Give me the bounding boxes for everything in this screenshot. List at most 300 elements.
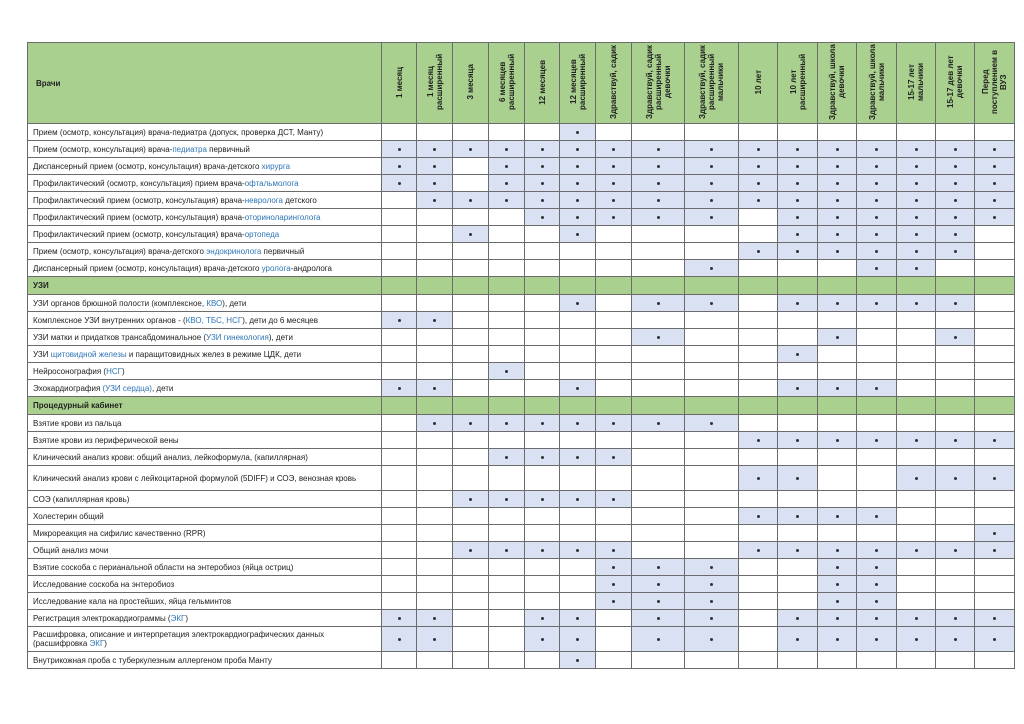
bullet-icon (875, 148, 878, 151)
empty-cell (382, 449, 417, 466)
table-row (28, 559, 1015, 576)
table-row (28, 576, 1015, 593)
bullet-icon (836, 302, 839, 305)
included-cell (632, 175, 685, 192)
bullet-icon (796, 302, 799, 305)
included-cell (632, 141, 685, 158)
table-row (28, 525, 1015, 542)
service-text: Эхокардиография (33, 383, 103, 393)
bullet-icon (398, 165, 401, 168)
empty-cell (453, 610, 489, 627)
empty-cell (417, 432, 453, 449)
included-cell (596, 491, 632, 508)
service-link[interactable]: (УЗИ сердца) (102, 383, 152, 393)
included-cell (632, 610, 685, 627)
empty-cell (975, 363, 1015, 380)
empty-cell (685, 508, 739, 525)
included-cell (382, 141, 417, 158)
column-header (685, 43, 739, 124)
service-link[interactable]: оториноларинголога (244, 212, 321, 222)
bullet-icon (612, 165, 615, 168)
included-cell (778, 346, 818, 363)
bullet-icon (612, 148, 615, 151)
bullet-icon (757, 165, 760, 168)
included-cell (818, 295, 857, 312)
empty-cell (778, 449, 818, 466)
service-text: ) (121, 366, 125, 376)
included-cell (382, 175, 417, 192)
empty-cell (382, 508, 417, 525)
included-cell (778, 192, 818, 209)
table-row (28, 209, 1015, 226)
section-cell (897, 277, 936, 295)
bullet-icon (505, 182, 508, 185)
included-cell (453, 141, 489, 158)
bullet-icon (836, 216, 839, 219)
included-cell (596, 192, 632, 209)
bullet-icon (875, 302, 878, 305)
bullet-icon (541, 165, 544, 168)
empty-cell (489, 576, 525, 593)
service-text: Расшифровка, описание и интерпретация электрокардиографических данных (расшифровка (33, 630, 325, 648)
bullet-icon (875, 583, 878, 586)
included-cell (897, 542, 936, 559)
included-cell (778, 158, 818, 175)
included-cell (818, 192, 857, 209)
service-link[interactable]: невролога (244, 195, 283, 205)
included-cell (857, 559, 897, 576)
bullet-icon (433, 148, 436, 151)
included-cell (778, 466, 818, 491)
included-cell (818, 209, 857, 226)
empty-cell (739, 525, 778, 542)
bullet-icon (875, 216, 878, 219)
bullet-icon (915, 638, 918, 641)
column-header (936, 43, 975, 124)
section-cell (632, 277, 685, 295)
included-cell (525, 449, 560, 466)
empty-cell (975, 243, 1015, 260)
bullet-icon (836, 165, 839, 168)
empty-cell (739, 124, 778, 141)
bullet-icon (576, 131, 579, 134)
included-cell (632, 576, 685, 593)
bullet-icon (993, 638, 996, 641)
included-cell (525, 209, 560, 226)
bullet-icon (505, 165, 508, 168)
table-row (28, 260, 1015, 277)
empty-cell (560, 243, 596, 260)
empty-cell (857, 346, 897, 363)
section-cell (525, 277, 560, 295)
included-cell (857, 192, 897, 209)
included-cell (857, 610, 897, 627)
service-name (28, 209, 382, 226)
empty-cell (525, 432, 560, 449)
service-name (28, 576, 382, 593)
included-cell (525, 175, 560, 192)
bullet-icon (541, 638, 544, 641)
bullet-icon (875, 250, 878, 253)
section-cell (818, 277, 857, 295)
included-cell (685, 415, 739, 432)
bullet-icon (757, 148, 760, 151)
bullet-icon (875, 439, 878, 442)
service-text: Исследование соскоба на энтеробиоз (33, 579, 175, 589)
included-cell (596, 158, 632, 175)
service-text: Нейросонография ( (33, 366, 107, 376)
service-link[interactable]: ЭКГ (89, 639, 105, 648)
empty-cell (596, 627, 632, 652)
service-name (28, 525, 382, 542)
included-cell (417, 192, 453, 209)
included-cell (975, 158, 1015, 175)
included-cell (685, 627, 739, 652)
empty-cell (632, 525, 685, 542)
included-cell (560, 610, 596, 627)
included-cell (685, 192, 739, 209)
table-row (28, 508, 1015, 525)
empty-cell (897, 576, 936, 593)
included-cell (417, 158, 453, 175)
bullet-icon (915, 199, 918, 202)
table-row (28, 466, 1015, 491)
service-name (28, 192, 382, 209)
empty-cell (382, 559, 417, 576)
empty-cell (453, 175, 489, 192)
service-text: Прием (осмотр, консультация) врача-детского (33, 246, 207, 256)
included-cell (818, 380, 857, 397)
empty-cell (975, 491, 1015, 508)
empty-cell (897, 346, 936, 363)
included-cell (818, 432, 857, 449)
bullet-icon (915, 439, 918, 442)
empty-cell (453, 559, 489, 576)
included-cell (596, 141, 632, 158)
included-cell (936, 192, 975, 209)
included-cell (818, 576, 857, 593)
bullet-icon (836, 515, 839, 518)
service-link[interactable]: УЗИ гинекология (206, 332, 269, 342)
empty-cell (778, 652, 818, 669)
empty-cell (453, 432, 489, 449)
service-link[interactable]: педиатра (172, 144, 207, 154)
service-link[interactable]: хирурга (261, 161, 291, 171)
empty-cell (685, 380, 739, 397)
empty-cell (596, 652, 632, 669)
service-link[interactable]: эндокринолога (206, 246, 262, 256)
bullet-icon (710, 617, 713, 620)
empty-cell (417, 466, 453, 491)
bullet-icon (954, 250, 957, 253)
included-cell (857, 260, 897, 277)
bullet-icon (954, 233, 957, 236)
bullet-icon (796, 148, 799, 151)
bullet-icon (993, 216, 996, 219)
empty-cell (975, 576, 1015, 593)
service-text: Взятие крови из пальца (33, 418, 122, 428)
bullet-icon (875, 515, 878, 518)
bullet-icon (954, 216, 957, 219)
included-cell (489, 363, 525, 380)
service-name (28, 363, 382, 380)
service-text: Профилактический прием (осмотр, консультация) врача- (33, 229, 245, 239)
empty-cell (525, 243, 560, 260)
service-name (28, 415, 382, 432)
included-cell (382, 158, 417, 175)
section-cell (489, 397, 525, 415)
bullet-icon (612, 422, 615, 425)
service-text: и паращитовидных желез в режиме ЦДК, дети (126, 349, 302, 359)
service-link[interactable]: щитовидной железы (50, 349, 127, 359)
service-link[interactable]: уролога (261, 263, 291, 273)
bullet-icon (612, 216, 615, 219)
bullet-icon (757, 199, 760, 202)
bullet-icon (993, 549, 996, 552)
empty-cell (382, 260, 417, 277)
empty-cell (739, 226, 778, 243)
bullet-icon (915, 233, 918, 236)
empty-cell (897, 329, 936, 346)
included-cell (897, 175, 936, 192)
bullet-icon (836, 439, 839, 442)
header-doctors-label: Врачи (28, 43, 382, 124)
bullet-icon (612, 498, 615, 501)
bullet-icon (710, 600, 713, 603)
bullet-icon (657, 336, 660, 339)
empty-cell (685, 226, 739, 243)
empty-cell (857, 329, 897, 346)
service-link[interactable]: офтальмолога (244, 178, 299, 188)
service-name (28, 542, 382, 559)
column-header-label: 10 лет расширенный (788, 53, 807, 111)
service-text: Исследование кала на простейших, яйца гельминтов (33, 596, 232, 606)
included-cell (560, 209, 596, 226)
section-cell (489, 277, 525, 295)
included-cell (818, 508, 857, 525)
empty-cell (596, 124, 632, 141)
empty-cell (685, 243, 739, 260)
table-row (28, 363, 1015, 380)
empty-cell (417, 295, 453, 312)
included-cell (525, 158, 560, 175)
empty-cell (857, 652, 897, 669)
included-cell (560, 491, 596, 508)
empty-cell (632, 260, 685, 277)
bullet-icon (796, 353, 799, 356)
empty-cell (857, 312, 897, 329)
empty-cell (489, 295, 525, 312)
service-text: Регистрация электрокардиограммы ( (33, 613, 171, 623)
service-text: Диспансерный прием (осмотр, консультация) врача-детского (33, 161, 262, 171)
empty-cell (525, 525, 560, 542)
bullet-icon (657, 583, 660, 586)
included-cell (818, 542, 857, 559)
bullet-icon (710, 267, 713, 270)
bullet-icon (710, 638, 713, 641)
column-header-label: Перед поступлением в ВУЗ (981, 49, 1008, 115)
empty-cell (382, 652, 417, 669)
bullet-icon (954, 439, 957, 442)
bullet-icon (796, 617, 799, 620)
bullet-icon (757, 182, 760, 185)
section-cell (739, 277, 778, 295)
bullet-icon (576, 216, 579, 219)
included-cell (818, 610, 857, 627)
included-cell (489, 141, 525, 158)
bullet-icon (710, 165, 713, 168)
empty-cell (975, 652, 1015, 669)
bullet-icon (657, 302, 660, 305)
included-cell (632, 329, 685, 346)
empty-cell (453, 380, 489, 397)
column-header-label: 6 месяцев расширенный (497, 53, 516, 111)
bullet-icon (469, 549, 472, 552)
section-cell (857, 397, 897, 415)
included-cell (936, 295, 975, 312)
service-text: Внутрикожная проба с туберкулезным аллергеном проба Манту (33, 655, 272, 665)
empty-cell (382, 243, 417, 260)
empty-cell (525, 652, 560, 669)
bullet-icon (915, 216, 918, 219)
empty-cell (453, 124, 489, 141)
included-cell (818, 141, 857, 158)
bullet-icon (469, 148, 472, 151)
empty-cell (417, 346, 453, 363)
included-cell (632, 158, 685, 175)
empty-cell (897, 363, 936, 380)
included-cell (417, 627, 453, 652)
included-cell (525, 415, 560, 432)
included-cell (778, 209, 818, 226)
column-header (560, 43, 596, 124)
included-cell (525, 610, 560, 627)
included-cell (936, 175, 975, 192)
empty-cell (453, 346, 489, 363)
column-header-label: 1 месяц расширенный (425, 53, 444, 111)
empty-cell (560, 576, 596, 593)
bullet-icon (993, 165, 996, 168)
bullet-icon (576, 456, 579, 459)
section-cell (632, 397, 685, 415)
service-link[interactable]: КВО, ТБС, НСГ (185, 315, 243, 325)
section-cell (525, 397, 560, 415)
included-cell (525, 627, 560, 652)
empty-cell (818, 260, 857, 277)
column-header-label: 12 месяцев (537, 59, 547, 105)
included-cell (818, 158, 857, 175)
bullet-icon (836, 566, 839, 569)
service-text: Взятие соскоба с перианальной области на энтеробиоз (яйца остриц) (33, 562, 294, 572)
empty-cell (453, 260, 489, 277)
bullet-icon (710, 216, 713, 219)
bullet-icon (657, 216, 660, 219)
included-cell (560, 627, 596, 652)
included-cell (632, 593, 685, 610)
empty-cell (596, 380, 632, 397)
column-header (489, 43, 525, 124)
table-row (28, 124, 1015, 141)
bullet-icon (757, 250, 760, 253)
empty-cell (596, 363, 632, 380)
empty-cell (632, 432, 685, 449)
bullet-icon (398, 638, 401, 641)
bullet-icon (875, 566, 878, 569)
empty-cell (417, 226, 453, 243)
checkup-table-container (27, 42, 1015, 669)
empty-cell (936, 346, 975, 363)
empty-cell (818, 346, 857, 363)
bullet-icon (657, 600, 660, 603)
included-cell (857, 593, 897, 610)
service-text: -андролога (290, 263, 332, 273)
empty-cell (897, 380, 936, 397)
service-link[interactable]: НСГ (106, 366, 122, 376)
service-name (28, 295, 382, 312)
included-cell (897, 627, 936, 652)
column-header (975, 43, 1015, 124)
service-link[interactable]: ЭКГ (170, 613, 186, 623)
bullet-icon (875, 617, 878, 620)
bullet-icon (954, 148, 957, 151)
included-cell (818, 175, 857, 192)
included-cell (739, 432, 778, 449)
checkup-program-table (27, 42, 1015, 669)
bullet-icon (796, 182, 799, 185)
empty-cell (417, 209, 453, 226)
service-link[interactable]: КВО (206, 298, 223, 308)
table-row (28, 346, 1015, 363)
section-cell (818, 397, 857, 415)
empty-cell (596, 610, 632, 627)
empty-cell (778, 559, 818, 576)
empty-cell (632, 449, 685, 466)
bullet-icon (576, 549, 579, 552)
column-header (818, 43, 857, 124)
service-name (28, 158, 382, 175)
included-cell (489, 449, 525, 466)
bullet-icon (757, 439, 760, 442)
included-cell (778, 432, 818, 449)
service-link[interactable]: ортопеда (244, 229, 280, 239)
empty-cell (525, 329, 560, 346)
service-text: Профилактический прием (осмотр, консультация) врача- (33, 195, 245, 205)
service-text: Общий анализ мочи (33, 545, 109, 555)
column-header-label: Здравствуй, садик расширенный девочки (644, 44, 672, 120)
column-header (596, 43, 632, 124)
bullet-icon (398, 617, 401, 620)
included-cell (897, 141, 936, 158)
bullet-icon (796, 199, 799, 202)
bullet-icon (875, 549, 878, 552)
column-header (632, 43, 685, 124)
table-row (28, 312, 1015, 329)
service-text: Прием (осмотр, консультация) врача- (33, 144, 173, 154)
empty-cell (489, 260, 525, 277)
included-cell (417, 415, 453, 432)
bullet-icon (541, 549, 544, 552)
empty-cell (685, 466, 739, 491)
included-cell (596, 576, 632, 593)
empty-cell (382, 363, 417, 380)
empty-cell (525, 508, 560, 525)
empty-cell (453, 627, 489, 652)
included-cell (596, 415, 632, 432)
bullet-icon (836, 387, 839, 390)
empty-cell (975, 124, 1015, 141)
bullet-icon (875, 267, 878, 270)
table-row (28, 243, 1015, 260)
